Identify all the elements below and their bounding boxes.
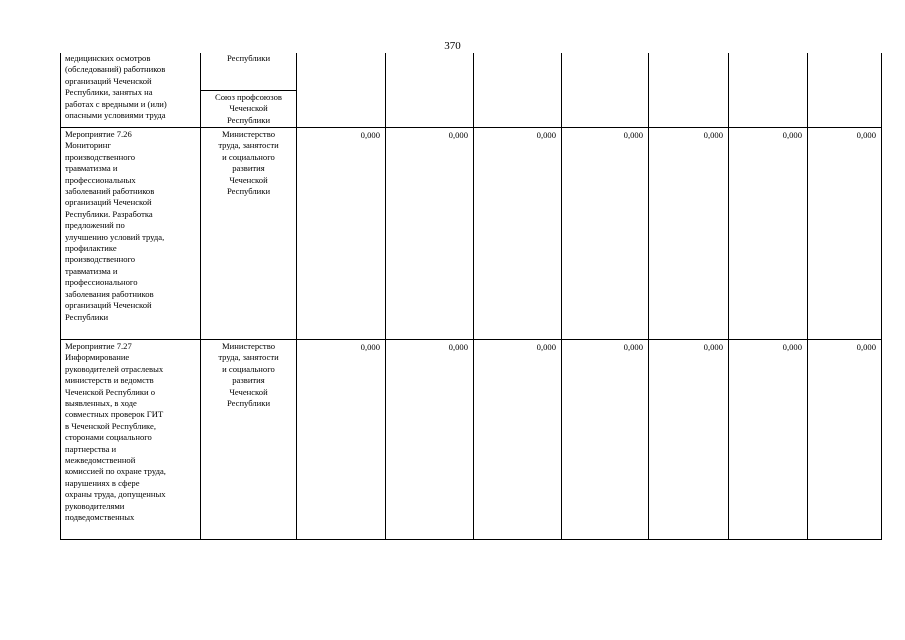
value-cell: 0,000	[536, 342, 556, 352]
column-divider	[60, 53, 61, 539]
executor-cell: Союз профсоюзов Чеченской Республики	[215, 92, 282, 125]
row-divider	[60, 339, 882, 340]
measure-cell: Мероприятие 7.26 Мониторинг производственного травматизма и профессиональных заболеваний работников организаций Чеченской Республики. Разработка предложений по улучшению условий труда, профилактике производственного травматизма и профессионального заболевания работников организаций Чеченской Республики	[65, 129, 165, 322]
value-cell: 0,000	[623, 342, 643, 352]
column-divider	[807, 53, 808, 539]
executor-cell: Республики	[226, 53, 271, 63]
page-number: 370	[444, 40, 461, 52]
value-cell: 0,000	[782, 130, 802, 140]
value-cell: 0,000	[703, 342, 723, 352]
value-cell: 0,000	[448, 342, 468, 352]
value-cell: 0,000	[856, 342, 876, 352]
measure-cell: медицинских осмотров (обследований) работников организаций Чеченской Республики, занятых на работах с вредными и (или) опасными условиями труда	[65, 53, 167, 121]
column-divider	[473, 53, 474, 539]
executor-cell: Министерство труда, занятости и социального развития Чеченской Республики	[218, 129, 279, 197]
row-divider	[60, 127, 882, 128]
column-divider	[728, 53, 729, 539]
column-divider	[561, 53, 562, 539]
executor-cell: Министерство труда, занятости и социального развития Чеченской Республики	[218, 341, 279, 409]
value-cell: 0,000	[448, 130, 468, 140]
value-cell: 0,000	[703, 130, 723, 140]
value-cell: 0,000	[856, 130, 876, 140]
value-cell: 0,000	[360, 130, 380, 140]
budget-table	[60, 53, 882, 540]
value-cell: 0,000	[782, 342, 802, 352]
executor-divider	[200, 90, 296, 91]
value-cell: 0,000	[536, 130, 556, 140]
value-cell: 0,000	[360, 342, 380, 352]
column-divider	[385, 53, 386, 539]
column-divider	[648, 53, 649, 539]
value-cell: 0,000	[623, 130, 643, 140]
column-divider	[296, 53, 297, 539]
measure-cell: Мероприятие 7.27 Информирование руководителей отраслевых министерств и ведомств Чеченской Республики о выявленных, в ходе совместных проверок ГИТ в Чеченской Республике, сторонами социального партнерства и межведомственной комиссией по охране труда, нарушениях в сфере охраны труда, допущенных руководителями подведомственных	[65, 341, 166, 523]
column-divider	[881, 53, 882, 539]
